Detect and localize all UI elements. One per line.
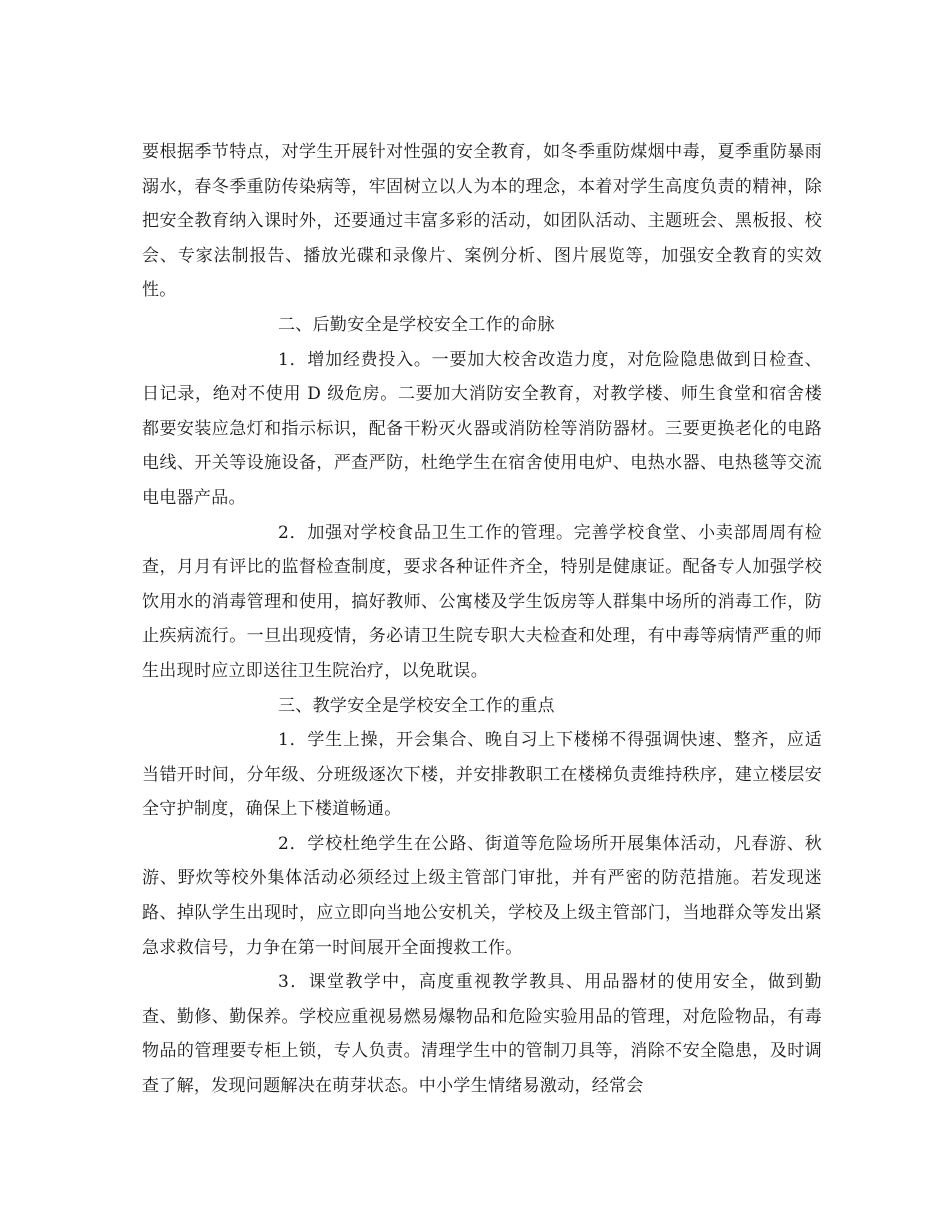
document-body [142,135,822,1104]
section-heading-logistics-safety: 二、后勤安全是学校安全工作的命脉 [278,314,555,335]
paragraph-outdoor-activities: 2．学校杜绝学生在公路、街道等危险场所开展集体活动，凡春游、秋游、野炊等校外集体活动必须经过上级主管部门审批，并有严密的防范措施。若发现迷路、掉队学生出现时，应立即向当地公安机关，学校及上级主管部门，当地群众等发出紧急求救信号，力争在第一时间展开全面搜救工作。 [142,833,822,958]
paragraph-classroom-equipment: 3．课堂教学中，高度重视教学教具、用品器材的使用安全，做到勤查、勤修、勤保养。学校应重视易燃易爆物品和危险实验用品的管理，对危险物品，有毒物品的管理要专柜上锁，专人负责。清理学生中的管制刀具等，消除不安全隐患，及时调查了解，发现问题解决在萌芽状态。中小学生情绪易激动，经常会 [142,972,822,1097]
paragraph-food-hygiene: 2．加强对学校食品卫生工作的管理。完善学校食堂、小卖部周周有检查，月月有评比的监督检查制度，要求各种证件齐全，特别是健康证。配备专人加强学校饮用水的消毒管理和使用，搞好教师、公寓楼及学生饭房等人群集中场所的消毒工作，防止疾病流行。一旦出现疫情，务必请卫生院专职大夫检查和处理，有中毒等病情严重的师生出现时应立即送往卫生院治疗，以免耽误。 [142,522,822,681]
section-heading-teaching-safety: 三、教学安全是学校安全工作的重点 [278,695,555,716]
paragraph-seasonal-education: 要根据季节特点，对学生开展针对性强的安全教育，如冬季重防煤烟中毒，夏季重防暴雨溺水，春冬季重防传染病等，牢固树立以人为本的理念，本着对学生高度负责的精神，除把安全教育纳入课时外，还要通过丰富多彩的活动，如团队活动、主题班会、黑板报、校会、专家法制报告、播放光碟和录像片、案例分析、图片展览等，加强安全教育的实效性。 [142,142,822,301]
paragraph-stairway-safety: 1．学生上操，开会集合、晚自习上下楼梯不得强调快速、整齐，应适当错开时间，分年级、分班级逐次下楼，并安排教职工在楼梯负责维持秩序，建立楼层安全守护制度，确保上下楼道畅通。 [142,730,822,820]
paragraph-logistics-funding: 1．增加经费投入。一要加大校舍改造力度，对危险隐患做到日检查、日记录，绝对不使用 D 级危房。二要加大消防安全教育，对教学楼、师生食堂和宿舍楼都要安装应急灯和指示标识，配备干粉灭火器或消防栓等消防器材。三要更换老化的电路电线、开关等设施设备，严查严防，杜绝学生在宿舍使用电炉、电热水器、电热毯等交流电电器产品。 [142,349,822,508]
